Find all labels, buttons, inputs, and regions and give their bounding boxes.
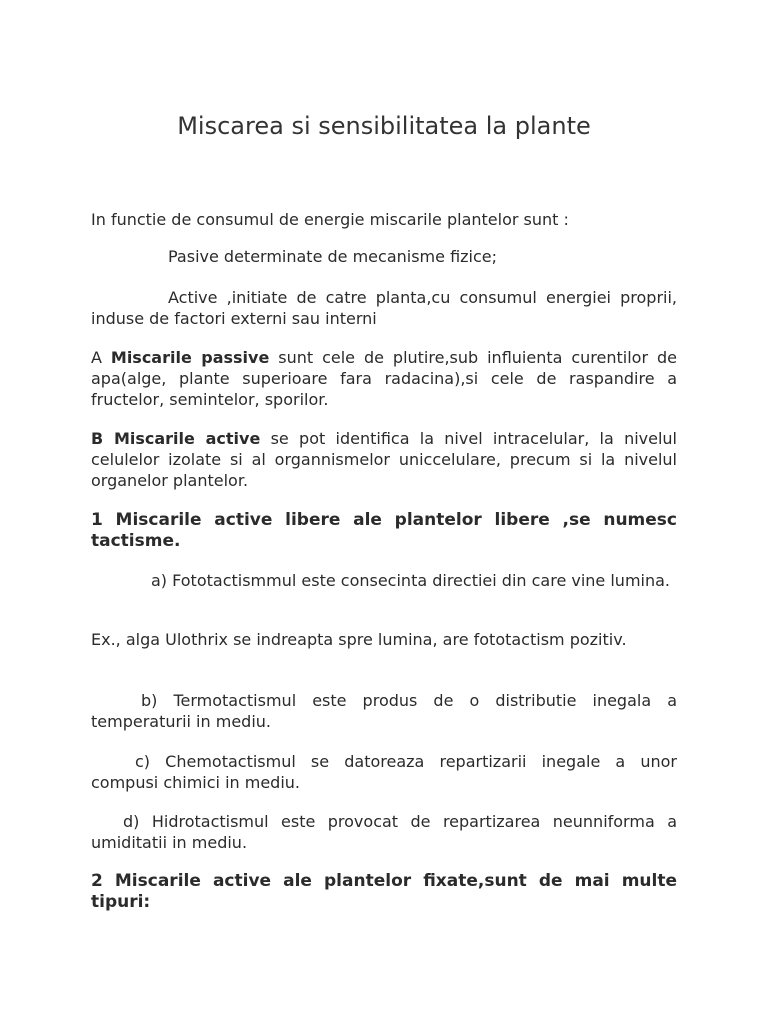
list-item-pasive: Pasive determinate de mecanisme fizice;: [168, 247, 498, 266]
section-a-paragraph: [91, 347, 677, 410]
section-a-bold-label: Miscarile passive: [110, 348, 270, 367]
section-b-text: se pot identifica la nivel intracelular, la nivelul celulelor izolate si al organnismelor uniccelulare, precum si la nivelul organelor plantelor.: [91, 429, 678, 490]
section-b-bold-label: B Miscarile active: [91, 429, 261, 448]
example-paragraph: Ex., alga Ulothrix se indreapta spre lumina, are fototactism pozitiv.: [91, 630, 627, 649]
list-item-termotactism: b) Termotactismul este produs de o distributie inegala a temperaturii in mediu.: [91, 691, 677, 731]
heading-tactisme: 1 Miscarile active libere ale plantelor libere ,se numesc tactisme.: [91, 510, 677, 551]
list-item-chemotactism: c) Chemotactismul se datoreaza repartizarii inegale a unor compusi chimici in mediu.: [91, 752, 677, 792]
list-item-active: Active ,initiate de catre planta,cu consumul energiei proprii, induse de factori externi sau interni: [91, 288, 677, 328]
heading-miscari-fixate: 2 Miscarile active ale plantelor fixate,sunt de mai multe tipuri:: [91, 871, 677, 912]
section-b-paragraph: [91, 428, 677, 491]
list-item-hidrotactism: d) Hidrotactismul este provocat de repartizarea neunniforma a umiditatii in mediu.: [91, 812, 677, 852]
intro-paragraph: In functie de consumul de energie miscarile plantelor sunt :: [91, 210, 569, 229]
document-title: Miscarea si sensibilitatea la plante: [177, 112, 591, 140]
list-item-fototactism: a) Fototactismmul este consecinta directiei din care vine lumina.: [151, 571, 671, 590]
section-a-prefix: A: [91, 348, 111, 367]
section-a-text: sunt cele de plutire,sub influienta curentilor de apa(alge, plante superioare fara radacina),si cele de raspandire a fructelor, semintelor, sporilor.: [91, 348, 677, 409]
